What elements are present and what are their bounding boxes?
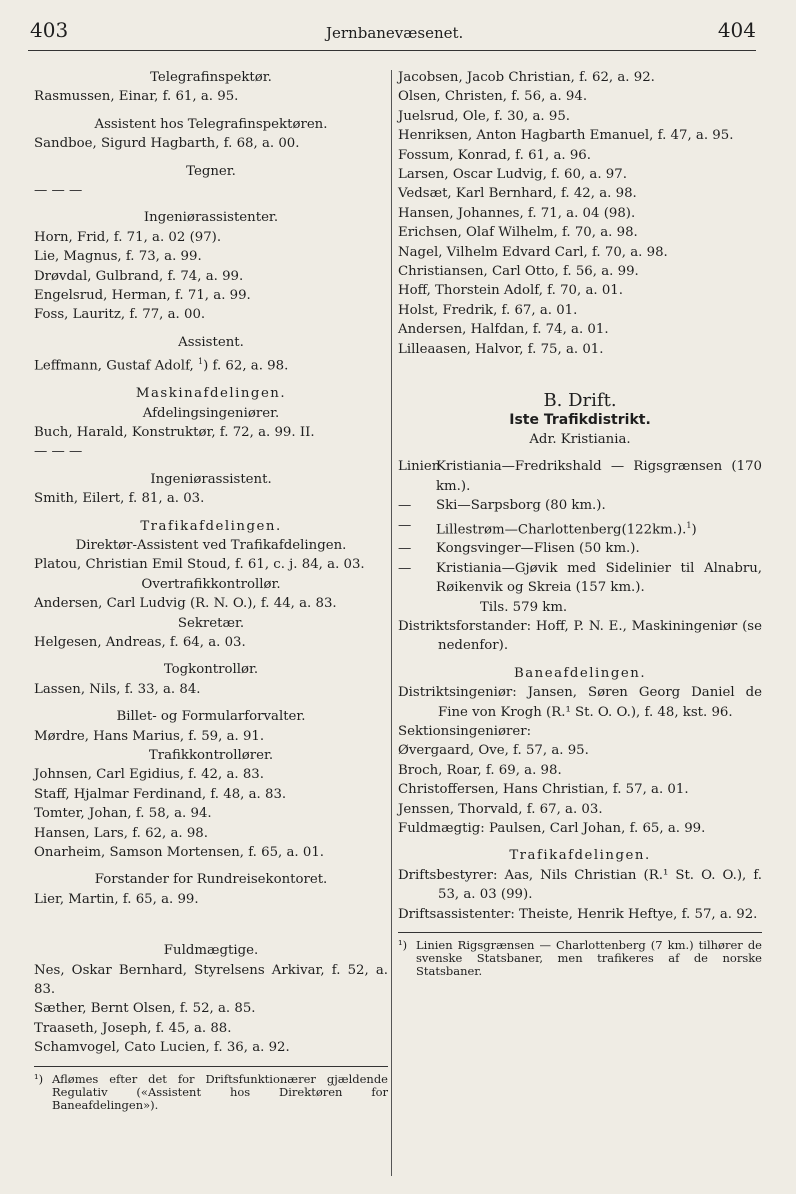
heading: Direktør-Assistent ved Trafikafdelingen.: [75, 537, 347, 553]
entry: Lier, Martin, f. 65, a. 99.: [34, 891, 199, 907]
heading: Afdelingsingeniører.: [142, 405, 280, 421]
line-row: — Kongsvinger—Flisen (50 km.).: [398, 541, 640, 557]
line-row: — Ski—Sarpsborg (80 km.).: [398, 498, 606, 514]
entry: Leffmann, Gustaf Adolf, $^1$) f. 62, a. 98.: [34, 357, 289, 374]
line-row: — Lillestrøm—Charlottenberg(122km.).$^1$): [398, 517, 697, 537]
entry: Fuldmægtig: Paulsen, Carl Johan, f. 65, a. 99.: [398, 821, 706, 837]
section-heading: Trafikafdelingen.: [140, 518, 282, 534]
heading: Forstander for Rundreisekontoret.: [94, 872, 328, 888]
section-title: B. Drift.: [543, 390, 617, 412]
entry: Schamvogel, Cato Lucien, f. 36, a. 92.: [34, 1040, 290, 1056]
heading: Assistent.: [178, 334, 244, 350]
entry: Buch, Harald, Konstruktør, f. 72, a. 99. II.: [34, 424, 315, 440]
entry: Juelsrud, Ole, f. 30, a. 95.: [398, 108, 571, 124]
entry: Holst, Fredrik, f. 67, a. 01.: [398, 302, 578, 318]
section-heading: Baneafdelingen.: [513, 665, 647, 681]
page-number-right: 404: [717, 18, 756, 42]
entry: Jenssen, Thorvald, f. 67, a. 03.: [398, 801, 603, 817]
entry: Distriktsforstander: Hoff, P. N. E., Maskiningeniør (se nedenfor).: [398, 618, 762, 654]
entry: Andersen, Halfdan, f. 74, a. 01.: [398, 322, 609, 338]
label: Sektionsingeniører:: [398, 724, 532, 740]
entry: Fossum, Konrad, f. 61, a. 96.: [398, 147, 591, 163]
entry: Tomter, Johan, f. 58, a. 94.: [34, 806, 212, 822]
heading: Assistent hos Telegrafinspektøren.: [94, 116, 328, 132]
heading: Trafikkontrollører.: [148, 748, 274, 764]
left-column: [34, 68, 388, 1112]
column-divider: [391, 70, 392, 1176]
entry: Drøvdal, Gulbrand, f. 74, a. 99.: [34, 268, 244, 284]
dash-separator: — — —: [34, 183, 83, 199]
entry: Lilleaasen, Halvor, f. 75, a. 01.: [398, 341, 604, 357]
page-header: [30, 18, 756, 48]
entry: Engelsrud, Herman, f. 71, a. 99.: [34, 288, 251, 304]
entry: Øvergaard, Ove, f. 57, a. 95.: [398, 743, 589, 759]
entry: Driftsassistenter: Theiste, Henrik Heftye, f. 57, a. 92.: [398, 906, 758, 922]
heading: Billet- og Formularforvalter.: [116, 709, 306, 725]
footnote: ¹) Aflømes efter det for Driftsfunktionærer gjældende Regulativ («Assistent hos Direktøren for Baneafdelingen»).: [34, 1066, 388, 1112]
entry: Henriksen, Anton Hagbarth Emanuel, f. 47, a. 95.: [398, 128, 734, 144]
entry: Helgesen, Andreas, f. 64, a. 03.: [34, 634, 246, 650]
entry: Lassen, Nils, f. 33, a. 84.: [34, 681, 201, 697]
running-title: Jernbanevæsenet.: [326, 24, 464, 42]
heading: Telegrafinspektør.: [150, 70, 272, 85]
line-row: — Kristiania—Gjøvik med Sidelinier til Alnabru, Røikenvik og Skreia (157 km.).: [398, 560, 762, 596]
line-row: Linien Kristiania—Fredrikshald — Rigsgrænsen (170 km.).: [398, 459, 762, 494]
entry: Larsen, Oscar Ludvig, f. 60, a. 97.: [398, 167, 627, 183]
header-rule: [28, 50, 756, 51]
heading: Sekretær.: [177, 615, 245, 631]
entry: Sæther, Bernt Olsen, f. 52, a. 85.: [34, 1001, 256, 1017]
entry: Hansen, Johannes, f. 71, a. 04 (98).: [398, 205, 636, 221]
entry: Staff, Hjalmar Ferdinand, f. 48, a. 83.: [34, 786, 287, 802]
entry: Vedsæt, Karl Bernhard, f. 42, a. 98.: [398, 186, 637, 202]
entry: Nagel, Vilhelm Edvard Carl, f. 70, a. 98.: [398, 244, 668, 260]
footnote: ¹) Linien Rigsgrænsen — Charlottenberg (7 km.) tilhører de svenske Statsbaner, men trafikeres af de norske Statsbaner.: [398, 932, 762, 978]
footnote-ref: 1: [197, 357, 204, 367]
entry: Olsen, Christen, f. 56, a. 94.: [398, 89, 588, 105]
entry: Foss, Lauritz, f. 77, a. 00.: [34, 307, 206, 323]
page-number-left: 403: [30, 18, 69, 42]
entry: Nes, Oskar Bernhard, Styrelsens Arkivar, f. 52, a. 83.: [34, 962, 388, 998]
right-column: [398, 68, 762, 978]
entry: Traaseth, Joseph, f. 45, a. 88.: [34, 1020, 232, 1036]
entry: Onarheim, Samson Mortensen, f. 65, a. 01.: [34, 845, 325, 861]
footnote-ref: 1: [686, 520, 692, 530]
entry: Mørdre, Hans Marius, f. 59, a. 91.: [34, 728, 265, 744]
entry: Sandboe, Sigurd Hagbarth, f. 68, a. 00.: [34, 136, 300, 152]
entry: Lie, Magnus, f. 73, a. 99.: [34, 249, 202, 265]
section-heading: Maskinafdelingen.: [135, 386, 287, 402]
entry: Smith, Eilert, f. 81, a. 03.: [34, 491, 205, 507]
dash-separator: — — —: [34, 444, 83, 460]
entry: Driftsbestyrer: Aas, Nils Christian (R.¹ St. O. O.), f. 53, a. 03 (99).: [398, 867, 762, 903]
heading: Togkontrollør.: [163, 662, 259, 678]
address: Adr. Kristiania.: [529, 431, 631, 447]
total-length: Tils. 579 km.: [480, 599, 568, 615]
entry: Platou, Christian Emil Stoud, f. 61, c. j. 84, a. 03.: [34, 557, 365, 573]
entry: Jacobsen, Jacob Christian, f. 62, a. 92.: [398, 70, 655, 85]
entry: Hoff, Thorstein Adolf, f. 70, a. 01.: [398, 283, 623, 299]
entry: Erichsen, Olaf Wilhelm, f. 70, a. 98.: [398, 225, 638, 241]
district-title: Iste Trafikdistrikt.: [509, 411, 651, 428]
entry: Rasmussen, Einar, f. 61, a. 95.: [34, 89, 239, 105]
section-heading: Trafikafdelingen.: [509, 848, 651, 864]
entry: Christoffersen, Hans Christian, f. 57, a. 01.: [398, 782, 689, 798]
entry: Broch, Roar, f. 69, a. 98.: [398, 762, 562, 778]
heading: Tegner.: [186, 163, 236, 179]
entry: Johnsen, Carl Egidius, f. 42, a. 83.: [34, 767, 264, 783]
heading: Overtrafikkontrollør.: [141, 576, 281, 592]
entry: Christiansen, Carl Otto, f. 56, a. 99.: [398, 264, 639, 280]
entry: Andersen, Carl Ludvig (R. N. O.), f. 44, a. 83.: [34, 596, 337, 612]
heading: Fuldmægtige.: [163, 943, 259, 959]
entry: Hansen, Lars, f. 62, a. 98.: [34, 825, 208, 841]
entry: Distriktsingeniør: Jansen, Søren Georg Daniel de Fine von Krogh (R.¹ St. O. O.), f. 48, kst. 96.: [398, 685, 762, 720]
heading: Ingeniørassistent.: [150, 471, 272, 487]
heading: Ingeniørassistenter.: [143, 210, 279, 226]
entry: Horn, Frid, f. 71, a. 02 (97).: [34, 229, 222, 245]
